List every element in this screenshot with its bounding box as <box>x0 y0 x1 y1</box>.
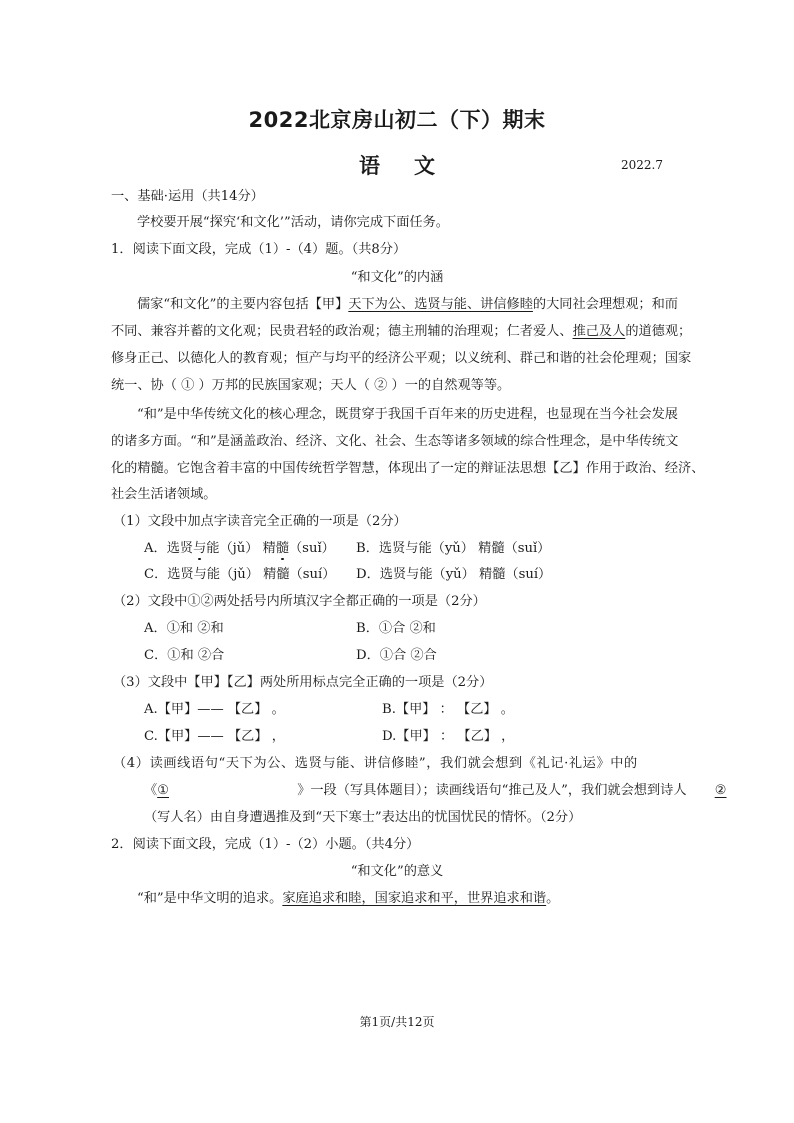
passage-2-line: “和”是中华文明的追求。家庭追求和睦，国家追求和平，世界追求和谐。 <box>137 891 560 906</box>
passage-1-line: 化的精髓。它饱含着丰富的中国传统哲学智慧，体现出了一定的辩证法思想【乙】作用于政治、经济、 <box>111 461 705 476</box>
option-a[interactable]: A.【甲】—— 【乙】 。 <box>144 702 285 717</box>
option-a[interactable] <box>144 537 335 556</box>
option-c[interactable]: C．选贤与能（jǔ） 精髓（suí） <box>144 567 336 582</box>
subject-heading: 语文 <box>359 154 469 178</box>
option-b[interactable]: B.【甲】 ： 【乙】 。 <box>382 702 514 717</box>
passage-1-line: 不同、兼容并蓄的文化观；民贵君轻的政治观；德主刑辅的治理观；仁者爱人、推己及人的道德观； <box>111 324 692 339</box>
question-1-stem: 1．阅读下面文段，完成（1）-（4）题。（共8分） <box>111 242 407 257</box>
subquestion-4-line: 《① 》一段（写具体题目）；读画线语句“推己及人”，我们就会想到诗人 ② <box>144 783 727 798</box>
subquestion-1-stem: （1）文段中加点字读音完全正确的一项是（2分） <box>113 514 407 529</box>
passage-1-title: “和文化”的内涵 <box>350 270 444 285</box>
passage-1-line: 社会生活诸领域。 <box>111 487 217 502</box>
exam-date: 2022.7 <box>621 158 663 172</box>
option-c[interactable]: C.【甲】—— 【乙】 ， <box>144 729 285 744</box>
underlined-phrase: 家庭追求和睦，国家追求和平，世界追求和谐 <box>282 891 547 906</box>
option-b[interactable]: B．选贤与能（yǔ） 精髓（suǐ） <box>356 541 551 556</box>
answer-blank-2[interactable]: ② <box>714 783 727 798</box>
option-d[interactable]: D．选贤与能（yǔ） 精髓（suí） <box>356 567 552 582</box>
option-b[interactable]: B．①合 ②和 <box>356 621 436 636</box>
subquestion-3-stem: （3）文段中【甲】【乙】两处所用标点完全正确的一项是（2分） <box>113 675 493 690</box>
option-c[interactable]: C．①和 ②合 <box>144 648 225 663</box>
passage-1-line: 的诸多方面。“和”是涵盖政治、经济、文化、社会、生态等诸多领域的综合性理念，是中华传统文 <box>111 434 679 449</box>
underlined-phrase: 天下为公、选贤与能、讲信修睦 <box>348 297 533 312</box>
section-heading: 一、基础·运用（共14分） <box>111 189 264 204</box>
subquestion-4-stem: （4）读画线语句“天下为公、选贤与能、讲信修睦”，我们就会想到《礼记·礼运》中的 <box>113 756 638 771</box>
subquestion-4-line: （写人名）由自身遭遇推及到“天下寒士”表达出的忧国忧民的情怀。（2分） <box>144 810 582 825</box>
passage-1-line: 修身正己、以德化人的教育观；恒产与均平的经济公平观；以义统利、群己和谐的社会伦理观；国家 <box>111 351 692 366</box>
option-a-text: A．选贤 <box>144 541 194 556</box>
subquestion-2-stem: （2）文段中①②两处括号内所填汉字全都正确的一项是（2分） <box>113 594 486 609</box>
option-d[interactable]: D．①合 ②合 <box>356 648 437 663</box>
page-title: 2022北京房山初二（下）期末 <box>248 108 546 132</box>
dotted-character: 髓 <box>275 541 289 556</box>
page-number: 第1页/共12页 <box>359 1015 435 1029</box>
section-intro: 学校要开展“探究‘和文化’”活动，请你完成下面任务。 <box>137 215 449 230</box>
question-2-stem: 2．阅读下面文段，完成（1）-（2）小题。（共4分） <box>111 837 420 852</box>
passage-1-line: 儒家“和文化”的主要内容包括【甲】天下为公、选贤与能、讲信修睦的大同社会理想观；和而 <box>137 297 678 312</box>
answer-blank-1[interactable]: ① <box>157 783 170 798</box>
passage-1-line: 统一、协（ ① ）万邦的民族国家观；天人（ ② ）一的自然观等等。 <box>111 378 511 393</box>
dotted-character: 与 <box>193 541 207 556</box>
option-d[interactable]: D.【甲】 ： 【乙】 ， <box>382 729 515 744</box>
passage-2-title: “和文化”的意义 <box>350 864 444 879</box>
option-a[interactable]: A．①和 ②和 <box>144 621 224 636</box>
passage-1-line: “和”是中华传统文化的核心理念，既贯穿于我国千百年来的历史进程，也显现在当今社会发展 <box>137 407 678 422</box>
option-a-text: （suǐ） <box>289 541 335 556</box>
option-a-text: 能（jǔ） 精 <box>206 541 276 556</box>
underlined-phrase: 推己及人 <box>572 324 626 339</box>
